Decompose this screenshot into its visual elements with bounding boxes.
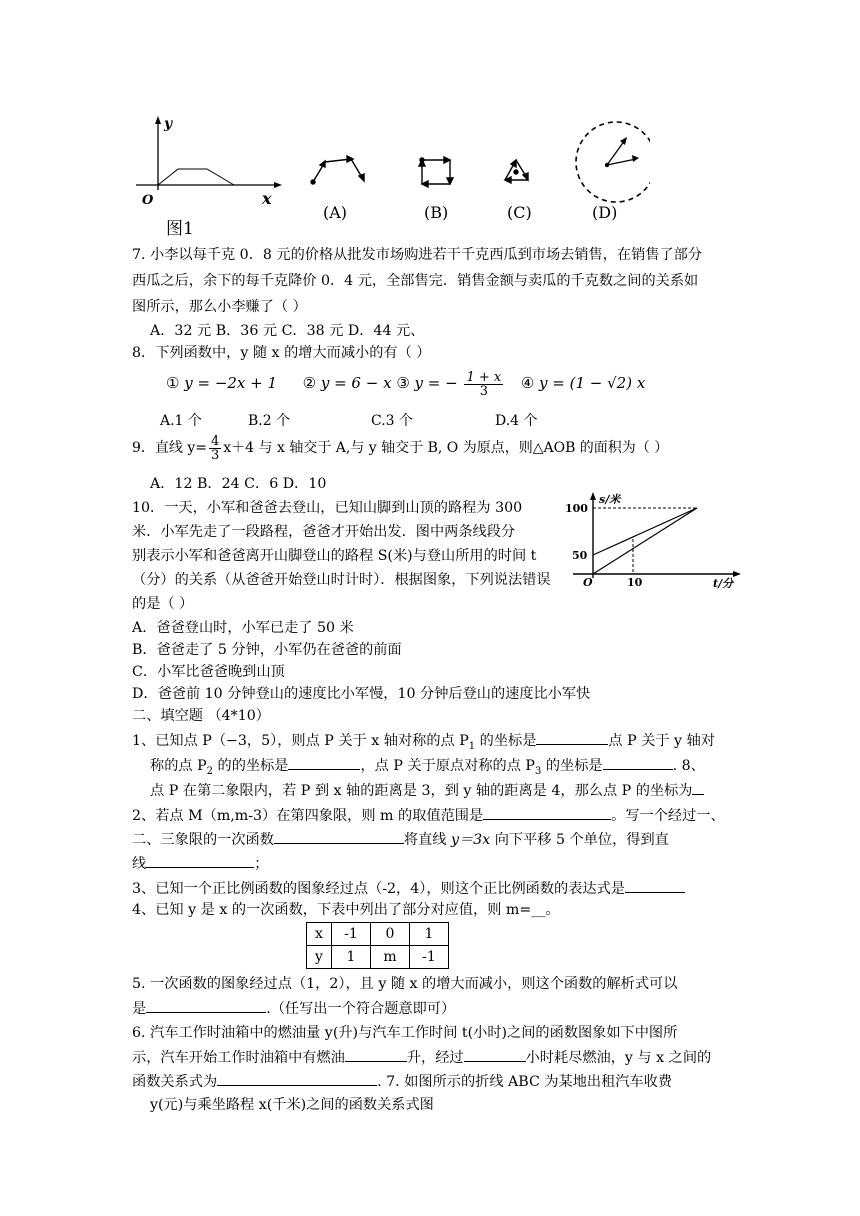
- blank[interactable]: [146, 998, 266, 1013]
- fill-1-line-3: 点 P 在第二象限内，若 P 到 x 轴的距离是 3，到 y 轴的距离是 4，那么点 P 的坐标为: [150, 780, 704, 801]
- blank[interactable]: [464, 1047, 526, 1062]
- q8-stem: 8．下列函数中，y 随 x 的增大而减小的有（ ）: [132, 345, 431, 361]
- q10-line-3: 别表示小军和爸爸离开山脚登山的路程 S(米)与登山所用的时间 t: [132, 548, 537, 564]
- fig1-graph: [136, 116, 282, 237]
- blank[interactable]: [345, 1047, 407, 1062]
- fill-1-line-2: 称的点 $P_2$ 的的坐标是 ，点 P 关于原点对称的点 $P_3$ 的坐标是 . 8、: [150, 755, 705, 782]
- q8-f4: y = (1 − √2) x: [539, 374, 646, 392]
- q10-father-line: [593, 508, 697, 574]
- option-a-figure: [311, 156, 364, 184]
- blank[interactable]: [288, 755, 360, 770]
- fill-2-line-3: 线 ；: [132, 853, 268, 874]
- fill-2-line-1: 2、若点 M（m,m-3）在第四象限，则 m 的取值范围是 。写一个经过一、: [132, 805, 725, 826]
- q8-f3-num: 1 + x: [466, 369, 502, 385]
- fill-1-line-1: 1、已知点 P（−3，5），则点 P 关于 x 轴对称的点 $P_1$ 的坐标是 点 P 关于 y 轴对: [132, 730, 715, 757]
- q9-frac-num: 4: [211, 433, 220, 449]
- q9-fraction: [209, 435, 221, 462]
- q7-line-3: 图所示，那么小李赚了（ ）: [132, 299, 307, 315]
- table-row: [307, 946, 449, 969]
- option-c-figure: [505, 160, 528, 183]
- q8-choice-c: C.3 个: [371, 413, 414, 429]
- q8-f3-pre: y = −: [414, 374, 458, 392]
- q8-f2: y = 6 − x: [320, 374, 392, 392]
- blank[interactable]: [483, 805, 611, 820]
- q10-y50: 50: [572, 549, 588, 562]
- q7-line-1: 7. 小李以每千克 0．8 元的价格从批发市场购进若干千克西瓜到市场去销售，在销售了部分: [132, 247, 703, 263]
- q8-f3-mark: ③: [396, 374, 410, 392]
- fig1-origin: O: [142, 193, 154, 208]
- q10-y100: 100: [565, 502, 588, 515]
- q10-option-d: D．爸爸前 10 分钟登山的速度比小军慢，10 分钟后登山的速度比小军快: [132, 686, 591, 702]
- q10-option-a: A．爸爸登山时，小军已走了 50 米: [132, 620, 354, 636]
- blank[interactable]: [692, 780, 704, 795]
- table-cell: m: [371, 946, 410, 969]
- fill-3: 3、已知一个正比例函数的图象经过点（-2，4），则这个正比例函数的表达式是: [132, 878, 685, 899]
- q10-line-2: 米．小军先走了一段路程，爸爸才开始出发．图中两条线段分: [132, 524, 516, 540]
- table-cell: -1: [332, 923, 371, 946]
- q8-choice-a: A.1 个: [160, 413, 202, 429]
- q10-line-5: 的是（ ）: [132, 596, 194, 612]
- fill-6-line-2: 示，汽车开始工作时油箱中有燃油 升，经过 小时耗尽燃油，y 与 x 之间的: [132, 1047, 711, 1068]
- fill-6-line-4: y(元)与乘坐路程 x(千米)之间的函数关系式图: [150, 1097, 434, 1113]
- section-2-title: 二、填空题 （4*10）: [132, 708, 270, 724]
- table-cell: -1: [410, 946, 449, 969]
- q9-pre: 9．直线 y=: [132, 440, 207, 456]
- q10-option-c: C．小军比爸爸晚到山顶: [132, 664, 285, 680]
- fill-4: 4、已知 y 是 x 的一次函数，下表中列出了部分对应值，则 m=__。: [132, 902, 560, 918]
- q7-line-2: 西瓜之后，余下的每千克降价 0．4 元，全部售完．销售金额与卖瓜的千克数之间的关系如: [132, 273, 699, 289]
- table-cell: 1: [332, 946, 371, 969]
- q10-x10: 10: [627, 576, 643, 589]
- q10-x-label: t/分: [713, 577, 734, 590]
- q10-origin: O: [583, 576, 593, 589]
- q9-stem: [132, 433, 668, 463]
- blank[interactable]: [625, 878, 685, 893]
- q8-f1-mark: ①: [166, 374, 180, 392]
- option-d-label: (D): [592, 203, 618, 222]
- q8-f4-mark: ④: [520, 374, 535, 392]
- table-cell: y: [307, 946, 332, 969]
- fill-5-line-2: 是 .（任写出一个符合题意即可）: [132, 998, 455, 1019]
- q8-f1: y = −2x + 1: [184, 374, 278, 392]
- q7-choices: A．32 元 B．36 元 C．38 元 D．44 元、: [150, 323, 425, 339]
- fill-2-line-2: 二、三象限的一次函数 将直线 y＝3x 向下平移 5 个单位，得到直: [132, 829, 669, 850]
- fill-6-line-3: 函数关系式为 . 7. 如图所示的折线 ABC 为某地出租汽车收费: [132, 1071, 672, 1092]
- option-a-label: (A): [323, 203, 348, 222]
- table-cell: x: [307, 923, 332, 946]
- q10-son-line: [593, 508, 697, 555]
- fig1-caption: 图1: [166, 219, 194, 237]
- fill-6-line-1: 6. 汽车工作时油箱中的燃油量 y(升)与汽车工作时间 t(小时)之间的函数图象如下中图所: [132, 1025, 678, 1041]
- q8-f3-fraction: [464, 371, 503, 398]
- blank[interactable]: [274, 829, 404, 844]
- q9-post: x＋4 与 x 轴交于 A,与 y 轴交于 B, O 为原点，则△AOB 的面积为（ ）: [223, 440, 669, 456]
- q10-y-label: s/米: [599, 493, 621, 506]
- option-b-figure: [419, 157, 453, 187]
- q10-line-4: （分）的关系（从爸爸开始登山时计时）．根据图象，下列说法错误: [132, 572, 551, 588]
- fig1-x-label: x: [262, 189, 272, 208]
- blank[interactable]: [217, 1071, 377, 1086]
- q8-functions: [166, 365, 645, 401]
- q8-choice-d: D.4 个: [495, 413, 538, 429]
- q8-choice-b: B.2 个: [248, 413, 291, 429]
- option-c-label: (C): [507, 203, 532, 222]
- table-row: [307, 923, 449, 946]
- table-cell: 0: [371, 923, 410, 946]
- q10-graph: [563, 490, 753, 590]
- blank[interactable]: [146, 853, 254, 868]
- q9-frac-den: 3: [211, 447, 220, 463]
- fill-5-line-1: 5. 一次函数的图象经过点（1，2），且 y 随 x 的增大而减小，则这个函数的解析式可以: [132, 976, 678, 992]
- fig1-y-label: y: [164, 116, 173, 132]
- q9-choices: A．12 B．24 C．6 D．10: [150, 476, 327, 492]
- q8-f3-den: 3: [479, 383, 488, 399]
- q8-f2-mark: ②: [302, 374, 317, 392]
- blank[interactable]: [603, 755, 673, 770]
- option-b-label: (B): [424, 203, 449, 222]
- blank[interactable]: [536, 730, 608, 745]
- q10-line-1: 10．一天，小军和爸爸去登山，已知山脚到山顶的路程为 300: [132, 500, 523, 516]
- table-cell: 1: [410, 923, 449, 946]
- figure-1-row: [130, 112, 650, 237]
- fill-4-table: [306, 922, 449, 969]
- q10-option-b: B．爸爸走了 5 分钟，小军仍在爸爸的前面: [132, 642, 402, 658]
- option-d-figure: [576, 122, 650, 202]
